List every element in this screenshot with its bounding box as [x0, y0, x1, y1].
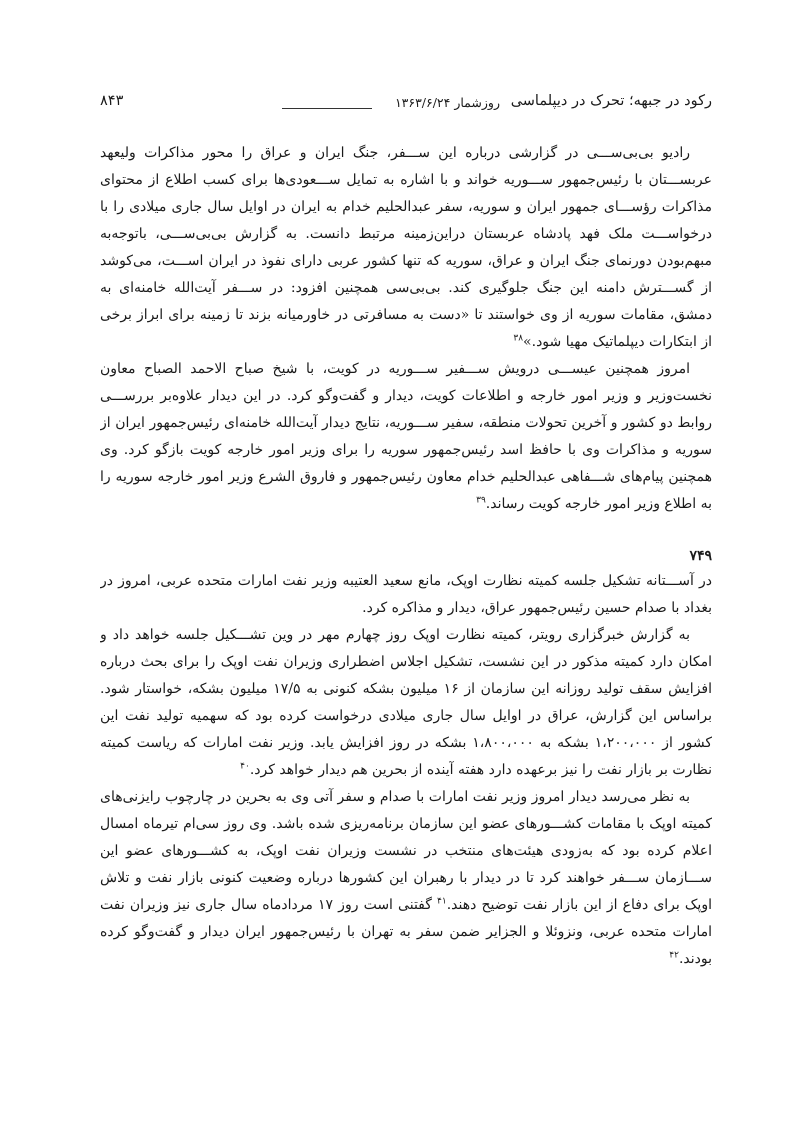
footnote-ref: ۴۱: [437, 896, 447, 907]
running-subtitle: روزشمار ۱۳۶۳/۶/۲۴: [394, 95, 500, 110]
paragraph-text: رادیو بی‌بی‌ســـی در گزارشی درباره این ســـفر، جنگ ایران و عراق را محور مذاکرات ولیعهد عربســـتان با رئیس‌جمهور ســـوریه خواند و با اشاره به تمایل ســـعودی‌ها برای کسب اطلاع از محتوای مذاکرات رؤســـای جمهور ایران و سوریه، سفر عبدالحلیم خدام به ایران در اوایل سال جاری میلادی را با درخواســـت ملک فهد پادشاه عربستان دراین‌زمینه مرتبط دانست. به گزارش بی‌بی‌ســـی، باتوجه‌به مبهم‌بودن دورنمای جنگ ایران و عراق، سوریه که تنها کشور عربی دارای نفوذ در ایران اســـت، می‌کوشد از گســـترش دامنه این جنگ جلوگیری کند. بی‌بی‌سی همچنین افزود: در ســـفر آیت‌الله خامنه‌ای به دمشق، مقامات سوریه از وی خواستند تا «دست به مسافرتی در خاورمیانه بزند تا زمینه برای ابراز برخی از ابتکارات دیپلماتیک مهیا شود.»: [100, 145, 712, 350]
paragraph: [100, 568, 712, 622]
paragraph-text: به نظر می‌رسد دیدار امروز وزیر نفت امارات با صدام و سفر آتی وی به بحرین در چارچوب رایزنی‌های کمیته اوپک با مقامات کشـــورهای عضو این سازمان برنامه‌ریزی شده باشد. وی روز سی‌ام تیرماه امسال اعلام کرده بود که به‌زودی هیئت‌های منتخب در نشست وزیران نفت اوپک، به کشـــورهای عضو این ســـازمان ســـفر خواهند کرد تا در دیدار با رهبران این کشورها درباره وضعیت کنونی بازار نفت و تلاش اوپک برای دفاع از این بازار نفت توضیح دهند.: [100, 789, 712, 913]
paragraph: [100, 140, 712, 356]
running-header: [100, 88, 712, 114]
running-title: رکود در جبهه؛ تحرک در دیپلماسی: [510, 93, 712, 109]
paragraph-text-tail: گفتنی است روز ۱۷ مردادماه سال جاری نیز وزیران نفت امارات متحده عربی، ونزوئلا و الجزایر ضمن سفر به تهران با رئیس‌جمهور ایران دیدار و گفت‌وگو کرده بودند.: [100, 897, 712, 967]
header-rule: [282, 108, 372, 109]
page-number: ۸۴۳: [100, 93, 124, 109]
footnote-ref: ۳۹: [476, 495, 486, 506]
paragraph: [100, 356, 712, 518]
footnote-ref: ۳۸: [513, 333, 524, 344]
paragraph-text: در آســـتانه تشکیل جلسه کمیته نظارت اوپک، مانع سعید العتیبه وزیر نفت امارات متحده عربی، امروز در بغداد با صدام حسین رئیس‌جمهور عراق، دیدار و مذاکره کرد.: [100, 573, 712, 616]
body-text: [100, 140, 712, 973]
paragraph-text: به گزارش خبرگزاری رویتر، کمیته نظارت اوپک روز چهارم مهر در وین تشـــکیل جلسه خواهد داد و امکان دارد کمیته مذکور در این نشست، تشکیل اجلاس اضطراری وزیران نفت اوپک را برای بحث درباره افزایش سقف تولید روزانه این سازمان از ۱۶ میلیون بشکه کنونی به ۱۷/۵ میلیون بشکه، خواستار شود. براساس این گزارش، عراق در اوایل سال جاری میلادی درخواست کرده بود که سهمیه تولید نفت این کشور از ۱،۲۰۰،۰۰۰ بشکه به ۱،۸۰۰،۰۰۰ بشکه در روز افزایش یابد. وزیر نفت امارات که ریاست کمیته نظارت بر بازار نفت را نیز برعهده دارد هفته آینده از بحرین هم دیدار خواهد کرد.: [100, 627, 712, 778]
footnote-ref: ۴۲: [669, 950, 679, 961]
paragraph: [100, 622, 712, 784]
paragraph-text: امروز همچنین عیســـی درویش ســـفیر ســـوریه در کویت، با شیخ صباح الاحمد الصباح معاون نخست‌وزیر و وزیر امور خارجه و اطلاعات کویت، دیدار و گفت‌وگو کرد. در این دیدار علاوه‌بر بررســـی روابط دو کشور و آخرین تحولات منطقه، سفیر ســـوریه، نتایج دیدار آیت‌الله خامنه‌ای رئیس‌جمهور ایران از سوریه و مذاکرات وی با حافظ اسد رئیس‌جمهور سوریه را برای وزیر امور خارجه کویت بازگو کرد. وی همچنین پیام‌های شـــفاهی عبدالحلیم خدام معاون رئیس‌جمهور و فاروق الشرع وزیر امور خارجه سوریه را به اطلاع وزیر امور خارجه کویت رساند.: [100, 361, 712, 512]
entry-number: ۷۴۹: [689, 548, 712, 564]
paragraph: [100, 784, 712, 973]
document-page: [100, 88, 712, 1098]
footnote-ref: ۴۰: [240, 761, 250, 772]
